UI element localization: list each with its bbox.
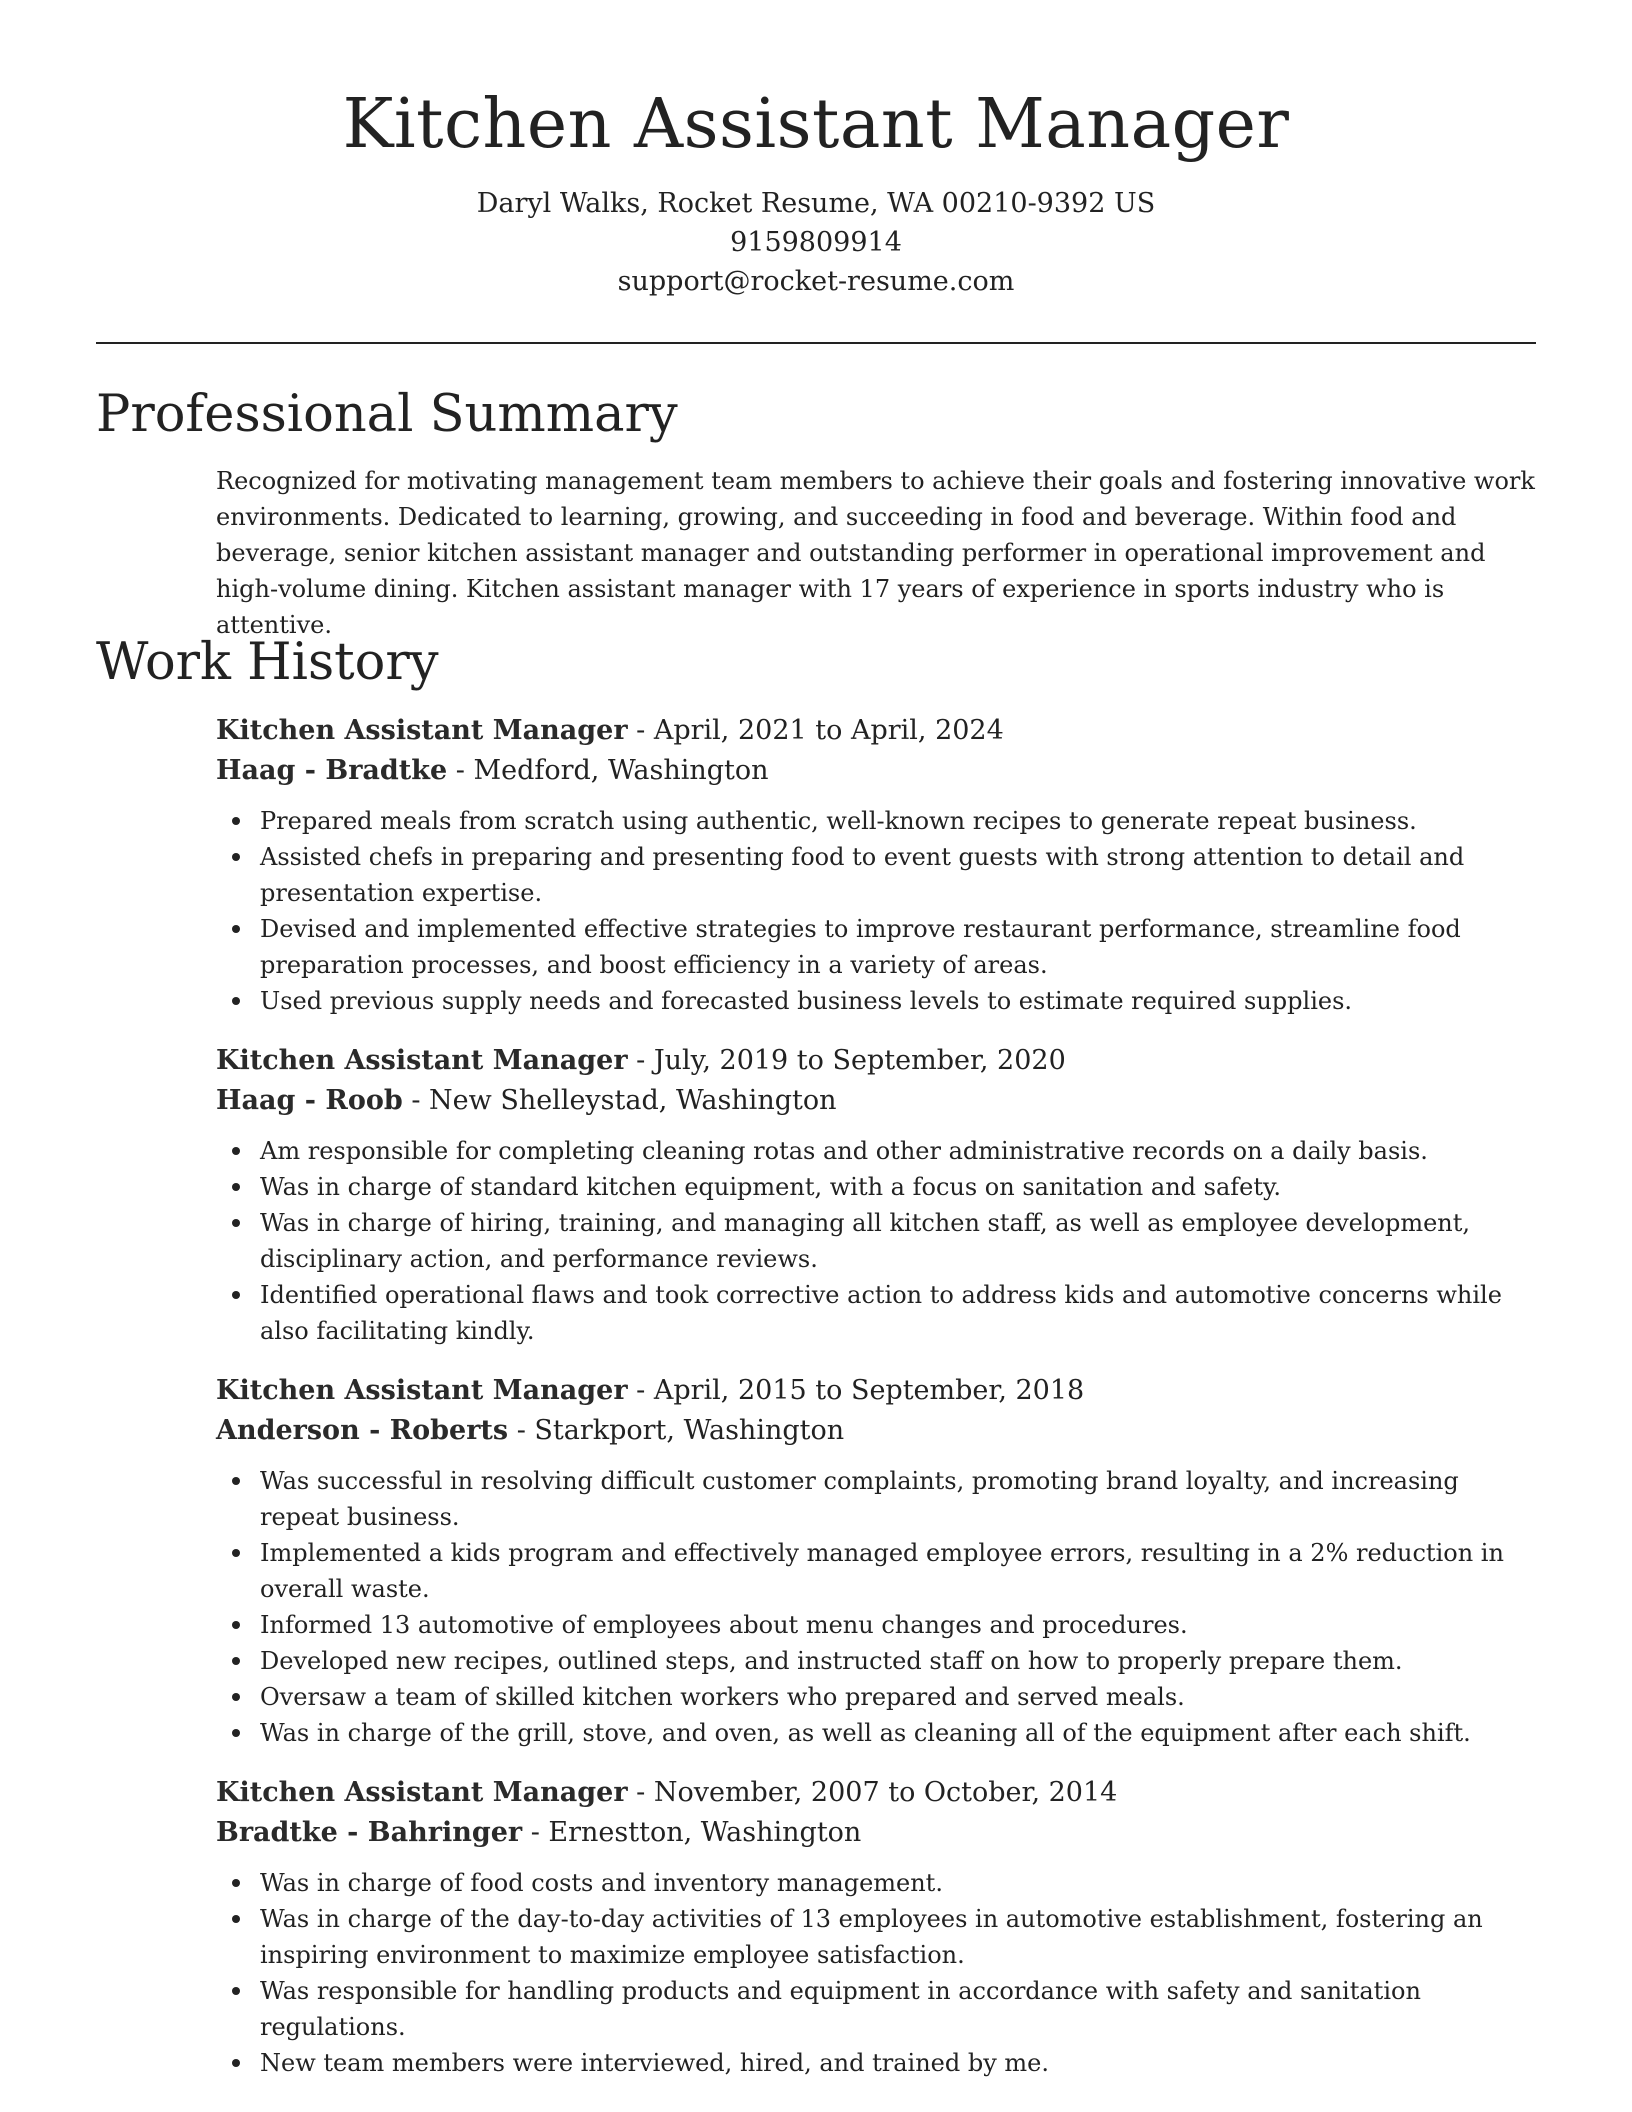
contact-block bbox=[0, 184, 1632, 301]
job-title-line bbox=[216, 1041, 1536, 1081]
job-company: Haag - Roob bbox=[216, 1085, 403, 1116]
job-bullet: Was in charge of the grill, stove, and oven, as well as cleaning all of the equipment after each shift. bbox=[260, 1715, 1536, 1751]
job-bullet: Was in charge of food costs and inventory management. bbox=[260, 1865, 1536, 1901]
job-company: Anderson - Roberts bbox=[216, 1415, 509, 1446]
job-bullets bbox=[216, 1133, 1536, 1349]
job-bullet: Developed new recipes, outlined steps, and instructed staff on how to properly prepare them. bbox=[260, 1643, 1536, 1679]
job-company: Bradtke - Bahringer bbox=[216, 1817, 523, 1848]
job-bullets bbox=[216, 803, 1536, 1019]
job-company-line bbox=[216, 1813, 1536, 1853]
job-title-line bbox=[216, 1773, 1536, 1813]
job-location: - Ernestton, Washington bbox=[522, 1817, 862, 1848]
job-title-line bbox=[216, 1371, 1536, 1411]
job-bullet: Informed 13 automotive of employees about menu changes and procedures. bbox=[260, 1607, 1536, 1643]
resume-header bbox=[0, 80, 1632, 301]
summary-text: Recognized for motivating management team members to achieve their goals and fostering innovative work environments. Dedicated to learning, growing, and succeeding in food and beverage. Within food and beverage, senior kitchen assistant manager and outstanding performer in operational improvement and high-volume dining. Kitchen assistant manager with 17 years of experience in sports industry who is attentive. bbox=[216, 467, 1535, 639]
job-location: - Medford, Washington bbox=[447, 755, 769, 786]
job-role: Kitchen Assistant Manager bbox=[216, 1375, 628, 1406]
work-history-list bbox=[216, 711, 1536, 2103]
summary-heading: Professional Summary bbox=[96, 385, 678, 444]
job-location: - New Shelleystad, Washington bbox=[402, 1085, 837, 1116]
job-entry bbox=[216, 1371, 1536, 1751]
contact-address: Daryl Walks, Rocket Resume, WA 00210-9392 US bbox=[476, 188, 1156, 219]
job-bullet: Was in charge of the day-to-day activities of 13 employees in automotive establishment, fostering an inspiring environment to maximize employee satisfaction. bbox=[260, 1901, 1536, 1973]
job-title-line bbox=[216, 711, 1536, 751]
job-bullet: Oversaw a team of skilled kitchen workers who prepared and served meals. bbox=[260, 1679, 1536, 1715]
job-dates: - November, 2007 to October, 2014 bbox=[627, 1777, 1118, 1808]
contact-phone: 9159809914 bbox=[730, 227, 902, 258]
job-bullet: Was in charge of standard kitchen equipment, with a focus on sanitation and safety. bbox=[260, 1169, 1536, 1205]
work-history-heading: Work History bbox=[96, 633, 439, 692]
job-dates: - April, 2015 to September, 2018 bbox=[627, 1375, 1085, 1406]
job-company: Haag - Bradtke bbox=[216, 755, 448, 786]
job-bullet: Assisted chefs in preparing and presenting food to event guests with strong attention to detail and presentation expertise. bbox=[260, 839, 1536, 911]
header-divider bbox=[96, 342, 1536, 344]
job-dates: - July, 2019 to September, 2020 bbox=[627, 1045, 1066, 1076]
job-role: Kitchen Assistant Manager bbox=[216, 1777, 628, 1808]
job-dates: - April, 2021 to April, 2024 bbox=[627, 715, 1004, 746]
resume-title: Kitchen Assistant Manager bbox=[342, 85, 1290, 164]
job-bullets bbox=[216, 1463, 1536, 1751]
job-bullet: Implemented a kids program and effectively managed employee errors, resulting in a 2% reduction in overall waste. bbox=[260, 1535, 1536, 1607]
job-company-line bbox=[216, 1081, 1536, 1121]
job-entry bbox=[216, 711, 1536, 1019]
job-bullet: Was responsible for handling products and equipment in accordance with safety and sanitation regulations. bbox=[260, 1973, 1536, 2045]
job-entry bbox=[216, 1773, 1536, 2081]
job-bullets bbox=[216, 1865, 1536, 2081]
job-company-line bbox=[216, 1411, 1536, 1451]
job-role: Kitchen Assistant Manager bbox=[216, 715, 628, 746]
job-bullet: Identified operational flaws and took corrective action to address kids and automotive concerns while also facilitating kindly. bbox=[260, 1277, 1536, 1349]
job-bullet: Prepared meals from scratch using authentic, well-known recipes to generate repeat business. bbox=[260, 803, 1536, 839]
job-role: Kitchen Assistant Manager bbox=[216, 1045, 628, 1076]
job-bullet: Was in charge of hiring, training, and managing all kitchen staff, as well as employee development, disciplinary action, and performance reviews. bbox=[260, 1205, 1536, 1277]
job-bullet: Was successful in resolving difficult customer complaints, promoting brand loyalty, and increasing repeat business. bbox=[260, 1463, 1536, 1535]
job-bullet: New team members were interviewed, hired, and trained by me. bbox=[260, 2045, 1536, 2081]
job-bullet: Devised and implemented effective strategies to improve restaurant performance, streamline food preparation processes, and boost efficiency in a variety of areas. bbox=[260, 911, 1536, 983]
job-location: - Starkport, Washington bbox=[508, 1415, 845, 1446]
job-entry bbox=[216, 1041, 1536, 1349]
contact-email: support@rocket-resume.com bbox=[617, 266, 1015, 297]
job-company-line bbox=[216, 751, 1536, 791]
job-bullet: Am responsible for completing cleaning rotas and other administrative records on a daily basis. bbox=[260, 1133, 1536, 1169]
job-bullet: Used previous supply needs and forecasted business levels to estimate required supplies. bbox=[260, 983, 1536, 1019]
